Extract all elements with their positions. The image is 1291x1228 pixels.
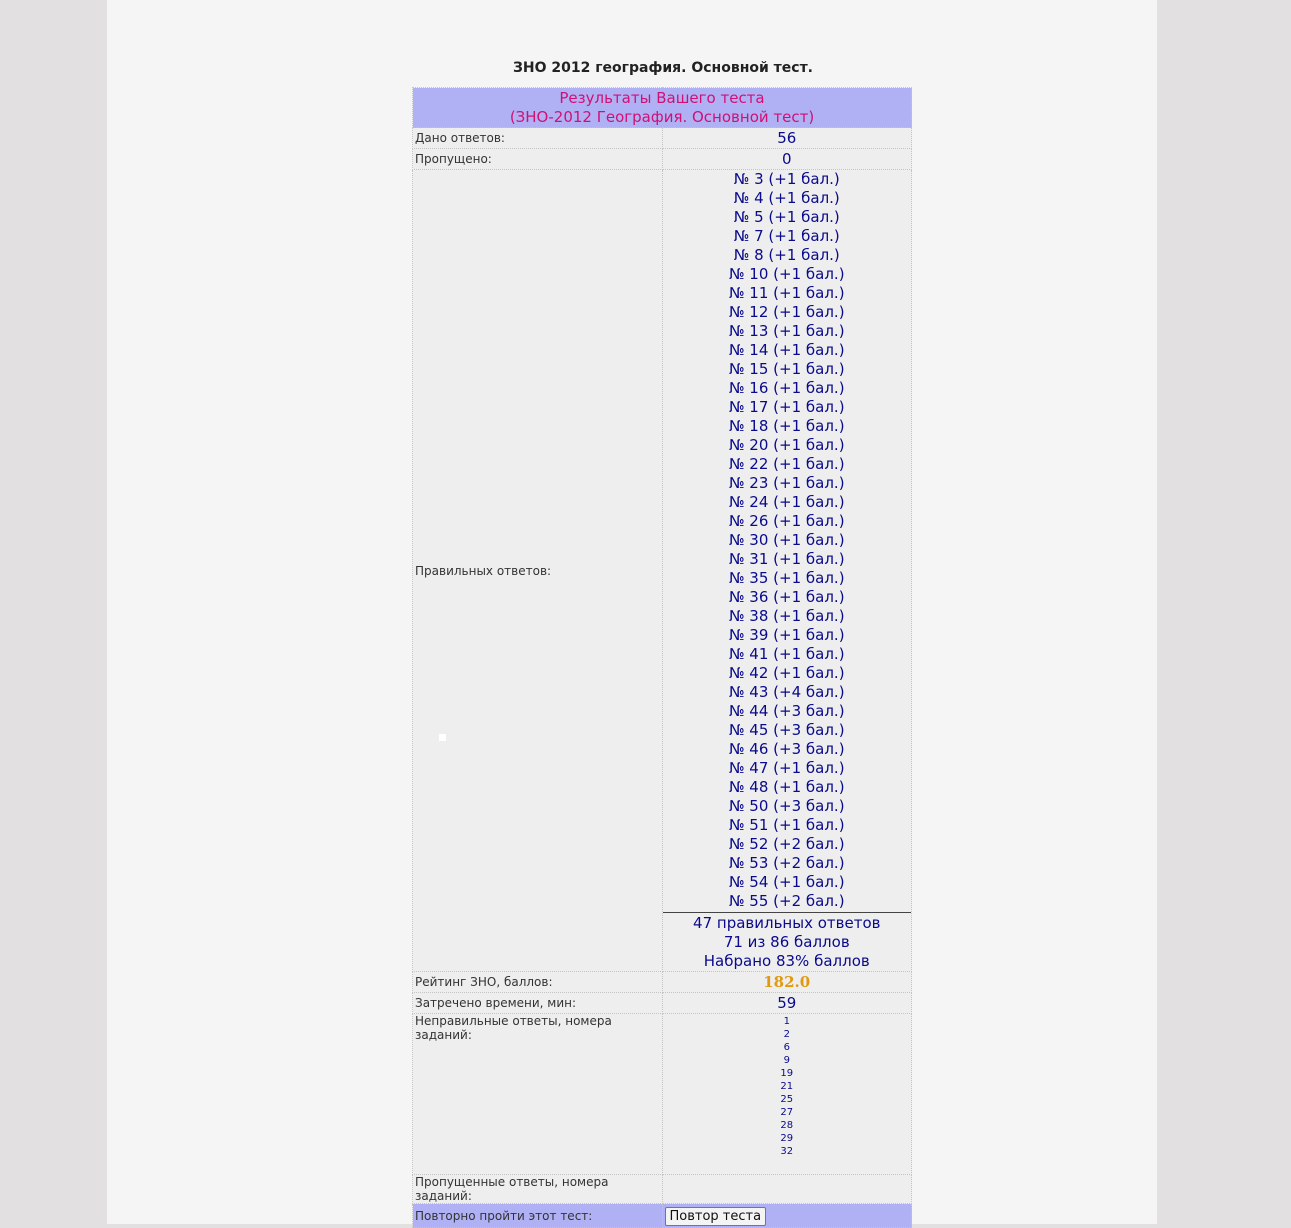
wrong-answer-item: 21 <box>780 1081 794 1092</box>
points-total: 71 из 86 баллов <box>723 933 850 951</box>
correct-answer-item: № 10 (+1 бал.) <box>728 265 845 283</box>
correct-answer-item: № 16 (+1 бал.) <box>728 379 845 397</box>
correct-answer-item: № 54 (+1 бал.) <box>728 873 845 891</box>
results-header <box>413 88 912 128</box>
repeat-test-button[interactable]: Повтор теста <box>665 1207 767 1226</box>
correct-answer-item: № 35 (+1 бал.) <box>728 569 845 587</box>
results-header-subtitle: (ЗНО-2012 География. Основной тест) <box>509 107 815 126</box>
wrong-answer-item: 6 <box>783 1042 790 1053</box>
wrong-answer-item: 9 <box>783 1055 790 1066</box>
correct-answer-item: № 18 (+1 бал.) <box>728 417 845 435</box>
correct-answers-list <box>663 170 912 911</box>
repeat-label: Повторно пройти этот тест: <box>413 1204 663 1228</box>
correct-answer-item: № 39 (+1 бал.) <box>728 626 845 644</box>
rating-label: Рейтинг ЗНО, баллов: <box>413 972 663 993</box>
wrong-cell <box>662 1014 912 1175</box>
wrong-answer-item: 32 <box>780 1146 794 1157</box>
correct-answer-item: № 30 (+1 бал.) <box>728 531 845 549</box>
correct-answer-item: № 53 (+2 бал.) <box>728 854 845 872</box>
skipped-label: Пропущено: <box>413 149 663 170</box>
correct-label: Правильных ответов: <box>413 170 663 972</box>
correct-answer-item: № 4 (+1 бал.) <box>733 189 840 207</box>
correct-answer-item: № 20 (+1 бал.) <box>728 436 845 454</box>
correct-answer-item: № 43 (+4 бал.) <box>728 683 845 701</box>
correct-count: 47 правильных ответов <box>693 914 881 932</box>
wrong-answer-item: 19 <box>780 1068 794 1079</box>
skipped-list-value <box>662 1175 912 1204</box>
row-answered <box>413 128 912 149</box>
correct-cell <box>662 170 912 972</box>
correct-answer-item: № 48 (+1 бал.) <box>728 778 845 796</box>
correct-answer-item: № 38 (+1 бал.) <box>728 607 845 625</box>
wrong-answer-item: 27 <box>780 1107 794 1118</box>
skipped-value: 0 <box>662 149 912 170</box>
skipped-list-label: Пропущенные ответы, номера заданий: <box>413 1175 663 1204</box>
correct-answer-item: № 22 (+1 бал.) <box>728 455 845 473</box>
row-rating <box>413 972 912 993</box>
wrong-answer-item: 2 <box>783 1029 790 1040</box>
correct-answer-item: № 15 (+1 бал.) <box>728 360 845 378</box>
row-correct <box>413 170 912 972</box>
correct-answer-item: № 52 (+2 бал.) <box>728 835 845 853</box>
row-skipped <box>413 149 912 170</box>
correct-answer-item: № 31 (+1 бал.) <box>728 550 845 568</box>
row-time <box>413 993 912 1014</box>
correct-answer-item: № 45 (+3 бал.) <box>728 721 845 739</box>
correct-answer-item: № 36 (+1 бал.) <box>728 588 845 606</box>
answered-label: Дано ответов: <box>413 128 663 149</box>
wrong-answer-item: 29 <box>780 1133 794 1144</box>
correct-answer-item: № 42 (+1 бал.) <box>728 664 845 682</box>
correct-answer-item: № 11 (+1 бал.) <box>728 284 845 302</box>
correct-answer-item: № 8 (+1 бал.) <box>733 246 840 264</box>
rating-value: 182.0 <box>662 972 912 993</box>
correct-answer-item: № 3 (+1 бал.) <box>733 170 840 188</box>
answered-value: 56 <box>662 128 912 149</box>
wrong-answer-item: 25 <box>780 1094 794 1105</box>
wrong-answer-item: 1 <box>783 1016 790 1027</box>
correct-answer-item: № 41 (+1 бал.) <box>728 645 845 663</box>
time-value: 59 <box>662 993 912 1014</box>
percent-total: Набрано 83% баллов <box>703 952 870 970</box>
correct-answer-item: № 5 (+1 бал.) <box>733 208 840 226</box>
correct-summary <box>663 912 912 971</box>
results-header-cell <box>413 88 912 128</box>
correct-answer-item: № 46 (+3 бал.) <box>728 740 845 758</box>
correct-answer-item: № 7 (+1 бал.) <box>733 227 840 245</box>
correct-answer-item: № 23 (+1 бал.) <box>728 474 845 492</box>
page-title: ЗНО 2012 география. Основной тест. <box>512 60 814 76</box>
correct-answer-item: № 14 (+1 бал.) <box>728 341 845 359</box>
wrong-answers-list <box>663 1014 912 1158</box>
row-wrong <box>413 1014 912 1175</box>
results-table <box>412 87 912 1228</box>
white-marker <box>439 734 446 741</box>
correct-answer-item: № 50 (+3 бал.) <box>728 797 845 815</box>
wrong-answer-item: 28 <box>780 1120 794 1131</box>
correct-answer-item: № 51 (+1 бал.) <box>728 816 845 834</box>
correct-answer-item: № 17 (+1 бал.) <box>728 398 845 416</box>
wrong-label: Неправильные ответы, номера заданий: <box>413 1014 663 1175</box>
correct-answer-item: № 13 (+1 бал.) <box>728 322 845 340</box>
correct-answer-item: № 44 (+3 бал.) <box>728 702 845 720</box>
correct-answer-item: № 12 (+1 бал.) <box>728 303 845 321</box>
time-label: Затречено времени, мин: <box>413 993 663 1014</box>
correct-answer-item: № 26 (+1 бал.) <box>728 512 845 530</box>
correct-answer-item: № 55 (+2 бал.) <box>728 892 845 910</box>
row-skipped-list <box>413 1175 912 1204</box>
correct-answer-item: № 24 (+1 бал.) <box>728 493 845 511</box>
results-header-title: Результаты Вашего теста <box>559 88 765 107</box>
correct-answer-item: № 47 (+1 бал.) <box>728 759 845 777</box>
